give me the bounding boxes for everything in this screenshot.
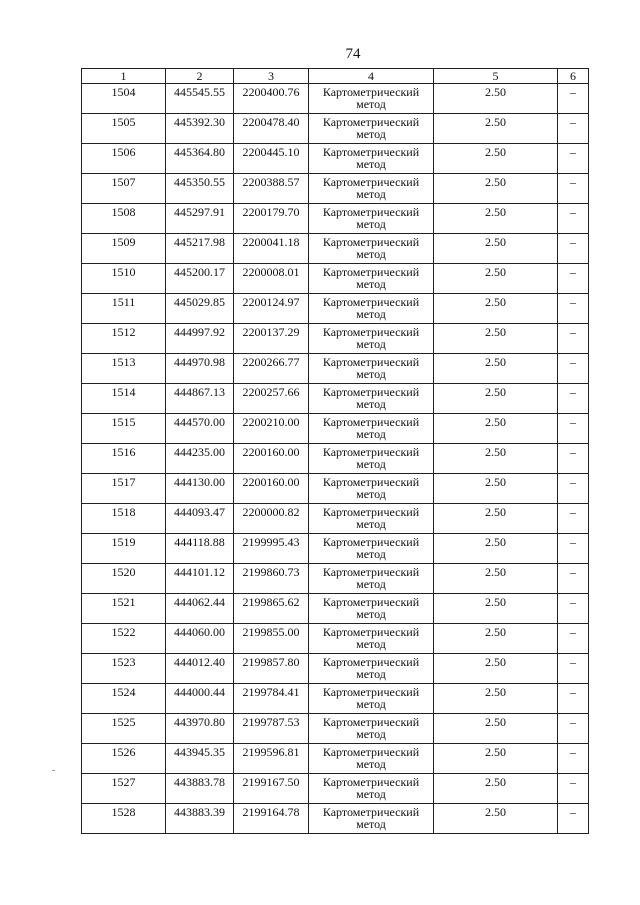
method-cell: Картометрический метод — [309, 594, 434, 624]
table-row — [82, 294, 589, 324]
note-cell: – — [558, 114, 589, 144]
x-coordinate-cell: 444062.44 — [166, 594, 234, 624]
x-coordinate-cell: 444000.44 — [166, 684, 234, 714]
y-coordinate-cell: 2199784.41 — [234, 684, 309, 714]
method-cell: Картометрический метод — [309, 84, 434, 114]
table-row — [82, 444, 589, 474]
method-cell: Картометрический метод — [309, 534, 434, 564]
y-coordinate-cell: 2200008.01 — [234, 264, 309, 294]
accuracy-cell: 2.50 — [434, 774, 558, 804]
y-coordinate-cell: 2200124.97 — [234, 294, 309, 324]
method-cell: Картометрический метод — [309, 444, 434, 474]
method-cell: Картометрический метод — [309, 624, 434, 654]
note-cell: – — [558, 204, 589, 234]
accuracy-cell: 2.50 — [434, 204, 558, 234]
y-coordinate-cell: 2199787.53 — [234, 714, 309, 744]
table-row — [82, 84, 589, 114]
x-coordinate-cell: 445364.80 — [166, 144, 234, 174]
point-number-cell: 1504 — [82, 84, 166, 114]
accuracy-cell: 2.50 — [434, 234, 558, 264]
method-cell: Картометрический метод — [309, 744, 434, 774]
point-number-cell: 1524 — [82, 684, 166, 714]
column-header: 1 — [82, 69, 166, 84]
x-coordinate-cell: 445029.85 — [166, 294, 234, 324]
y-coordinate-cell: 2199995.43 — [234, 534, 309, 564]
point-number-cell: 1518 — [82, 504, 166, 534]
accuracy-cell: 2.50 — [434, 414, 558, 444]
x-coordinate-cell: 445350.55 — [166, 174, 234, 204]
note-cell: – — [558, 144, 589, 174]
x-coordinate-cell: 444101.12 — [166, 564, 234, 594]
table-row — [82, 594, 589, 624]
point-number-cell: 1515 — [82, 414, 166, 444]
x-coordinate-cell: 443945.35 — [166, 744, 234, 774]
note-cell: – — [558, 774, 589, 804]
note-cell: – — [558, 714, 589, 744]
x-coordinate-cell: 444012.40 — [166, 654, 234, 684]
accuracy-cell: 2.50 — [434, 564, 558, 594]
x-coordinate-cell: 444118.88 — [166, 534, 234, 564]
x-coordinate-cell: 444997.92 — [166, 324, 234, 354]
point-number-cell: 1525 — [82, 714, 166, 744]
method-cell: Картометрический метод — [309, 474, 434, 504]
note-cell: – — [558, 654, 589, 684]
column-header: 4 — [309, 69, 434, 84]
accuracy-cell: 2.50 — [434, 504, 558, 534]
point-number-cell: 1527 — [82, 774, 166, 804]
table-row — [82, 414, 589, 444]
method-cell: Картометрический метод — [309, 144, 434, 174]
x-coordinate-cell: 445217.98 — [166, 234, 234, 264]
accuracy-cell: 2.50 — [434, 324, 558, 354]
method-cell: Картометрический метод — [309, 714, 434, 744]
accuracy-cell: 2.50 — [434, 264, 558, 294]
y-coordinate-cell: 2200160.00 — [234, 474, 309, 504]
accuracy-cell: 2.50 — [434, 534, 558, 564]
point-number-cell: 1517 — [82, 474, 166, 504]
accuracy-cell: 2.50 — [434, 444, 558, 474]
x-coordinate-cell: 445392.30 — [166, 114, 234, 144]
page-number: 74 — [345, 46, 361, 62]
note-cell: – — [558, 84, 589, 114]
x-coordinate-cell: 444235.00 — [166, 444, 234, 474]
table-row — [82, 114, 589, 144]
table-row — [82, 804, 589, 834]
accuracy-cell: 2.50 — [434, 684, 558, 714]
point-number-cell: 1509 — [82, 234, 166, 264]
method-cell: Картометрический метод — [309, 504, 434, 534]
x-coordinate-cell: 443970.80 — [166, 714, 234, 744]
column-header: 5 — [434, 69, 558, 84]
y-coordinate-cell: 2200137.29 — [234, 324, 309, 354]
table-body — [82, 84, 589, 834]
table-row — [82, 264, 589, 294]
accuracy-cell: 2.50 — [434, 714, 558, 744]
note-cell: – — [558, 564, 589, 594]
accuracy-cell: 2.50 — [434, 144, 558, 174]
x-coordinate-cell: 444970.98 — [166, 354, 234, 384]
method-cell: Картометрический метод — [309, 324, 434, 354]
column-header: 6 — [558, 69, 589, 84]
y-coordinate-cell: 2200210.00 — [234, 414, 309, 444]
point-number-cell: 1505 — [82, 114, 166, 144]
note-cell: – — [558, 414, 589, 444]
note-cell: – — [558, 624, 589, 654]
point-number-cell: 1526 — [82, 744, 166, 774]
point-number-cell: 1508 — [82, 204, 166, 234]
note-cell: – — [558, 684, 589, 714]
note-cell: – — [558, 744, 589, 774]
point-number-cell: 1506 — [82, 144, 166, 174]
note-cell: – — [558, 324, 589, 354]
y-coordinate-cell: 2200257.66 — [234, 384, 309, 414]
point-number-cell: 1507 — [82, 174, 166, 204]
table-row — [82, 384, 589, 414]
note-cell: – — [558, 354, 589, 384]
note-cell: – — [558, 294, 589, 324]
point-number-cell: 1528 — [82, 804, 166, 834]
accuracy-cell: 2.50 — [434, 84, 558, 114]
table-row — [82, 624, 589, 654]
accuracy-cell: 2.50 — [434, 174, 558, 204]
x-coordinate-cell: 444093.47 — [166, 504, 234, 534]
note-cell: – — [558, 474, 589, 504]
accuracy-cell: 2.50 — [434, 744, 558, 774]
method-cell: Картометрический метод — [309, 804, 434, 834]
method-cell: Картометрический метод — [309, 654, 434, 684]
note-cell: – — [558, 384, 589, 414]
x-coordinate-cell: 443883.78 — [166, 774, 234, 804]
table-row — [82, 234, 589, 264]
y-coordinate-cell: 2200179.70 — [234, 204, 309, 234]
x-coordinate-cell: 445297.91 — [166, 204, 234, 234]
accuracy-cell: 2.50 — [434, 384, 558, 414]
method-cell: Картометрический метод — [309, 264, 434, 294]
y-coordinate-cell: 2200160.00 — [234, 444, 309, 474]
table-row — [82, 144, 589, 174]
y-coordinate-cell: 2200000.82 — [234, 504, 309, 534]
coordinates-table — [81, 68, 589, 834]
table-row — [82, 714, 589, 744]
x-coordinate-cell: 445200.17 — [166, 264, 234, 294]
y-coordinate-cell: 2200041.18 — [234, 234, 309, 264]
table-row — [82, 324, 589, 354]
x-coordinate-cell: 444130.00 — [166, 474, 234, 504]
table-row — [82, 744, 589, 774]
point-number-cell: 1510 — [82, 264, 166, 294]
method-cell: Картометрический метод — [309, 354, 434, 384]
accuracy-cell: 2.50 — [434, 114, 558, 144]
y-coordinate-cell: 2200388.57 — [234, 174, 309, 204]
x-coordinate-cell: 444060.00 — [166, 624, 234, 654]
point-number-cell: 1512 — [82, 324, 166, 354]
column-header: 2 — [166, 69, 234, 84]
y-coordinate-cell: 2199167.50 — [234, 774, 309, 804]
y-coordinate-cell: 2199596.81 — [234, 744, 309, 774]
method-cell: Картометрический метод — [309, 684, 434, 714]
point-number-cell: 1521 — [82, 594, 166, 624]
y-coordinate-cell: 2199860.73 — [234, 564, 309, 594]
note-cell: – — [558, 594, 589, 624]
method-cell: Картометрический метод — [309, 114, 434, 144]
method-cell: Картометрический метод — [309, 414, 434, 444]
table-row — [82, 504, 589, 534]
point-number-cell: 1520 — [82, 564, 166, 594]
y-coordinate-cell: 2200266.77 — [234, 354, 309, 384]
table-row — [82, 684, 589, 714]
note-cell: – — [558, 444, 589, 474]
y-coordinate-cell: 2200478.40 — [234, 114, 309, 144]
x-coordinate-cell: 444570.00 — [166, 414, 234, 444]
method-cell: Картометрический метод — [309, 174, 434, 204]
y-coordinate-cell: 2199164.78 — [234, 804, 309, 834]
method-cell: Картометрический метод — [309, 234, 434, 264]
x-coordinate-cell: 445545.55 — [166, 84, 234, 114]
table-row — [82, 174, 589, 204]
y-coordinate-cell: 2200400.76 — [234, 84, 309, 114]
note-cell: – — [558, 534, 589, 564]
table-row — [82, 774, 589, 804]
table-header-row — [82, 69, 589, 84]
accuracy-cell: 2.50 — [434, 654, 558, 684]
accuracy-cell: 2.50 — [434, 804, 558, 834]
point-number-cell: 1523 — [82, 654, 166, 684]
table-row — [82, 654, 589, 684]
note-cell: – — [558, 264, 589, 294]
point-number-cell: 1522 — [82, 624, 166, 654]
point-number-cell: 1516 — [82, 444, 166, 474]
accuracy-cell: 2.50 — [434, 594, 558, 624]
y-coordinate-cell: 2199865.62 — [234, 594, 309, 624]
table-row — [82, 204, 589, 234]
table-row — [82, 564, 589, 594]
table-row — [82, 534, 589, 564]
method-cell: Картометрический метод — [309, 294, 434, 324]
note-cell: – — [558, 504, 589, 534]
accuracy-cell: 2.50 — [434, 354, 558, 384]
accuracy-cell: 2.50 — [434, 294, 558, 324]
method-cell: Картометрический метод — [309, 204, 434, 234]
y-coordinate-cell: 2199855.00 — [234, 624, 309, 654]
method-cell: Картометрический метод — [309, 774, 434, 804]
y-coordinate-cell: 2200445.10 — [234, 144, 309, 174]
table-row — [82, 474, 589, 504]
x-coordinate-cell: 444867.13 — [166, 384, 234, 414]
table-row — [82, 354, 589, 384]
note-cell: – — [558, 234, 589, 264]
x-coordinate-cell: 443883.39 — [166, 804, 234, 834]
y-coordinate-cell: 2199857.80 — [234, 654, 309, 684]
accuracy-cell: 2.50 — [434, 624, 558, 654]
point-number-cell: 1513 — [82, 354, 166, 384]
note-cell: – — [558, 804, 589, 834]
method-cell: Картометрический метод — [309, 564, 434, 594]
scan-artifact — [52, 770, 55, 771]
point-number-cell: 1511 — [82, 294, 166, 324]
point-number-cell: 1519 — [82, 534, 166, 564]
column-header: 3 — [234, 69, 309, 84]
method-cell: Картометрический метод — [309, 384, 434, 414]
accuracy-cell: 2.50 — [434, 474, 558, 504]
point-number-cell: 1514 — [82, 384, 166, 414]
note-cell: – — [558, 174, 589, 204]
